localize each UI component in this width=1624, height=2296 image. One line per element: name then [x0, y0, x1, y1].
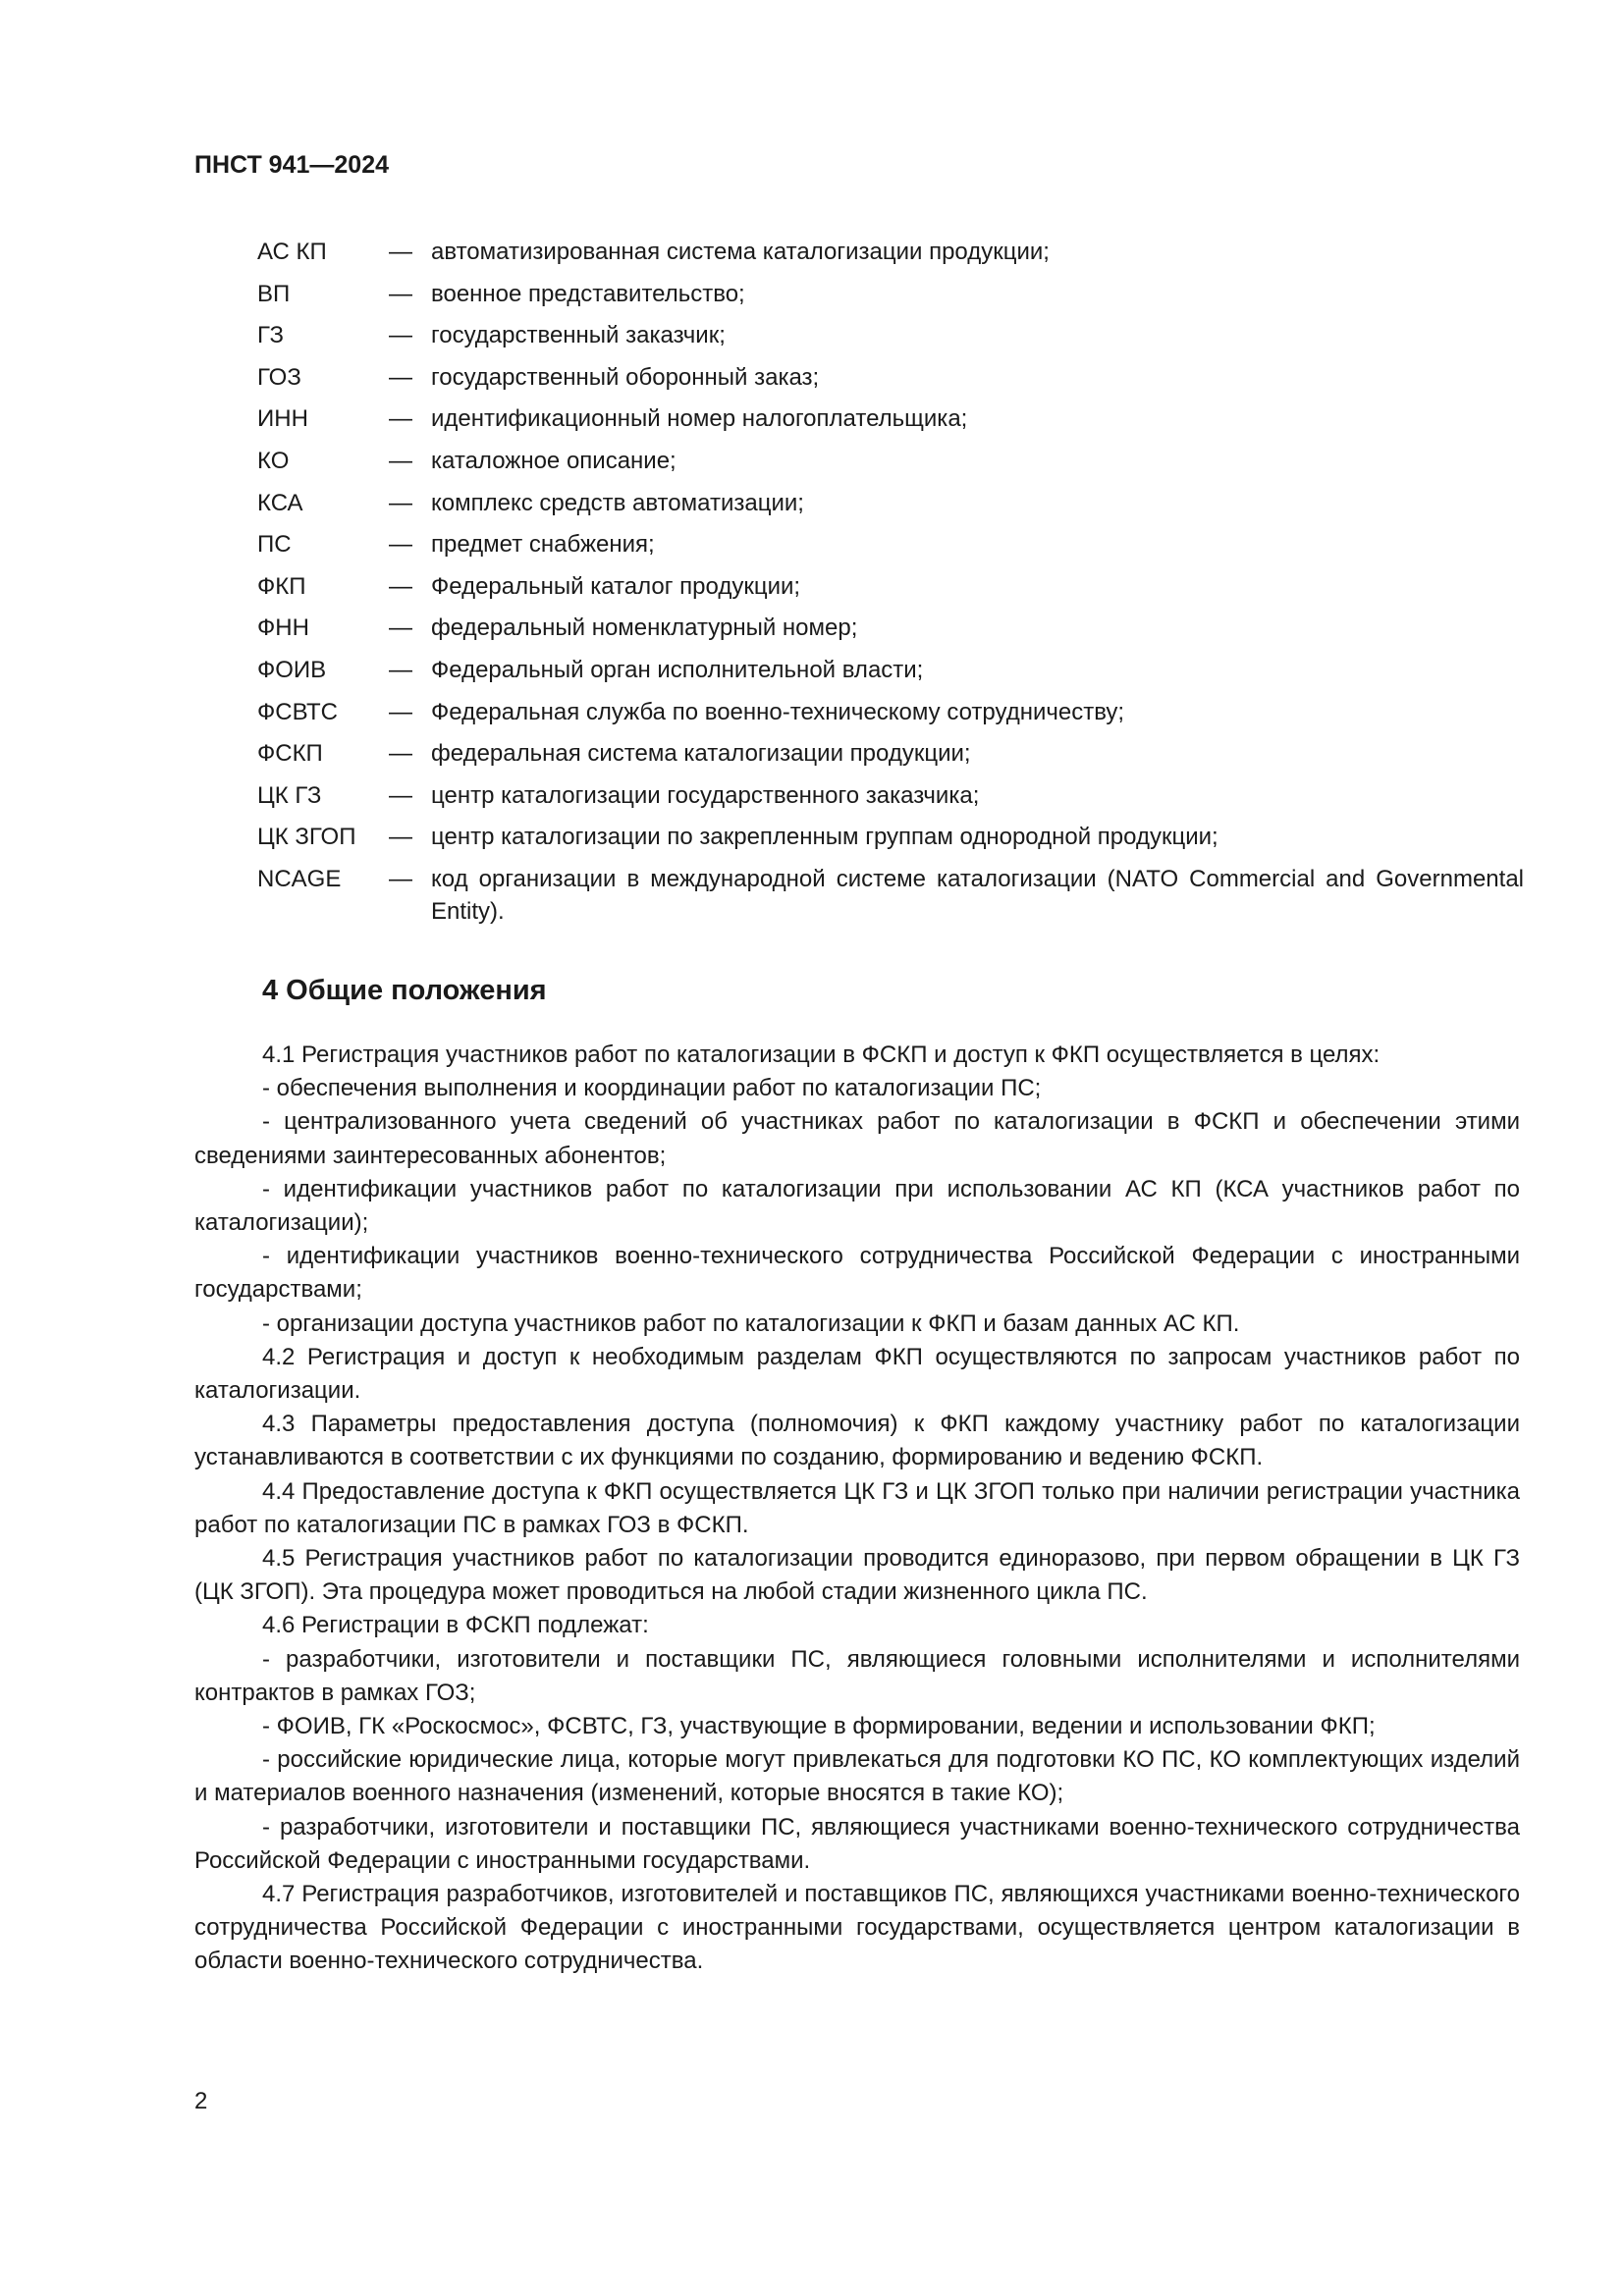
- dash: —: [389, 405, 412, 433]
- list-item: - разработчики, изготовители и поставщики ПС, являющиеся головными исполнителями и исполнителями контрактов в рамках ГОЗ;: [194, 1645, 1520, 1706]
- list-item: - централизованного учета сведений об участниках работ по каталогизации в ФСКП и обеспечении этими сведениями заинтересованных абонентов;: [194, 1108, 1520, 1169]
- dash: —: [389, 740, 412, 768]
- dash: —: [389, 824, 412, 851]
- paragraph: 4.6 Регистрации в ФСКП подлежат:: [262, 1612, 649, 1639]
- list-item: - идентификации участников военно-технического сотрудничества Российской Федерации с иностранными государствами;: [194, 1243, 1520, 1304]
- abbreviation-definition: код организации в международной системе каталогизации (NATO Commercial and Governmental Entity).: [431, 865, 1524, 925]
- dash: —: [389, 447, 412, 474]
- abbreviation-definition: Федеральная служба по военно-техническому сотрудничеству;: [431, 698, 1125, 725]
- list-item: - организации доступа участников работ по каталогизации к ФКП и базам данных АС КП.: [262, 1309, 1240, 1337]
- abbreviation-definition: федеральная система каталогизации продукции;: [431, 740, 971, 768]
- section-title: 4 Общие положения: [262, 975, 547, 1006]
- list-item: - обеспечения выполнения и координации работ по каталогизации ПС;: [262, 1075, 1042, 1102]
- dash: —: [389, 656, 412, 683]
- abbreviation-term: ПС: [257, 531, 292, 559]
- abbreviation-definition: государственный оборонный заказ;: [431, 363, 820, 391]
- abbreviation-definition: центр каталогизации государственного заказчика;: [431, 781, 980, 809]
- paragraph: 4.3 Параметры предоставления доступа (полномочия) к ФКП каждому участнику работ по каталогизации устанавливаются в соответствии с их функциями по созданию, формированию и ведению ФСКП.: [194, 1411, 1520, 1471]
- abbreviation-term: ФОИВ: [257, 656, 327, 683]
- dash: —: [389, 781, 412, 809]
- dash: —: [389, 572, 412, 600]
- list-item: - российские юридические лица, которые могут привлекаться для подготовки КО ПС, КО комплектующих изделий и материалов военного назначения (изменений, которые вносятся в такие КО);: [194, 1746, 1520, 1807]
- abbreviation-term: ЦК ГЗ: [257, 781, 322, 809]
- abbreviation-item: [257, 737, 1524, 771]
- abbreviation-term: ВП: [257, 280, 291, 307]
- abbreviation-item: [257, 779, 1524, 813]
- dash: —: [389, 322, 412, 349]
- page-number: 2: [194, 2088, 208, 2114]
- abbreviation-item: [257, 361, 1524, 395]
- abbreviation-term: NCAGE: [257, 865, 342, 892]
- abbreviation-item: [257, 236, 1524, 269]
- abbreviation-term: АС КП: [257, 239, 327, 265]
- section-body: [194, 1039, 1520, 1979]
- abbreviation-term: ИНН: [257, 405, 308, 433]
- abbreviation-item: [257, 487, 1524, 520]
- abbreviation-definition: центр каталогизации по закрепленным группам однородной продукции;: [431, 824, 1218, 851]
- list-item: - ФОИВ, ГК «Роскосмос», ФСВТС, ГЗ, участвующие в формировании, ведении и использовании ФКП;: [262, 1713, 1376, 1740]
- abbreviation-definition: предмет снабжения;: [431, 531, 655, 559]
- abbreviations-list: [257, 236, 1524, 936]
- abbreviation-item: [257, 278, 1524, 311]
- abbreviation-definition: комплекс средств автоматизации;: [431, 489, 804, 516]
- abbreviation-term: КСА: [257, 489, 303, 516]
- dash: —: [389, 239, 412, 265]
- dash: —: [389, 280, 412, 307]
- abbreviation-item: [257, 863, 1524, 928]
- abbreviation-term: ГЗ: [257, 322, 284, 349]
- paragraph: 4.2 Регистрация и доступ к необходимым разделам ФКП осуществляются по запросам участников работ по каталогизации.: [194, 1343, 1520, 1405]
- list-item: - идентификации участников работ по каталогизации при использовании АС КП (КСА участников работ по каталогизации);: [194, 1175, 1520, 1237]
- paragraph: 4.4 Предоставление доступа к ФКП осуществляется ЦК ГЗ и ЦК ЗГОП только при наличии регистрации участника работ по каталогизации ПС в рамках ГОЗ в ФСКП.: [194, 1477, 1520, 1538]
- abbreviation-definition: автоматизированная система каталогизации продукции;: [431, 239, 1050, 265]
- abbreviation-item: [257, 402, 1524, 436]
- abbreviation-item: [257, 528, 1524, 561]
- abbreviation-item: [257, 612, 1524, 645]
- abbreviation-definition: Федеральный каталог продукции;: [431, 572, 801, 600]
- document-header: ПНСТ 941—2024: [194, 151, 389, 179]
- abbreviation-definition: Федеральный орган исполнительной власти;: [431, 656, 924, 683]
- dash: —: [389, 489, 412, 516]
- list-item: - разработчики, изготовители и поставщики ПС, являющиеся участниками военно-технического сотрудничества Российской Федерации с иностранными государствами.: [194, 1813, 1520, 1874]
- dash: —: [389, 865, 412, 892]
- dash: —: [389, 614, 412, 642]
- abbreviation-term: ЦК ЗГОП: [257, 824, 356, 851]
- abbreviation-term: ФСКП: [257, 740, 323, 768]
- paragraph: 4.7 Регистрация разработчиков, изготовителей и поставщиков ПС, являющихся участниками военно-технического сотрудничества Российской Федерации с иностранными государствами, осуществляется центром каталогизации в области военно-технического сотрудничества.: [194, 1881, 1520, 1975]
- dash: —: [389, 531, 412, 559]
- abbreviation-definition: идентификационный номер налогоплательщика;: [431, 405, 968, 433]
- paragraph: 4.1 Регистрация участников работ по каталогизации в ФСКП и доступ к ФКП осуществляется в целях:: [262, 1041, 1380, 1068]
- abbreviation-term: ГОЗ: [257, 363, 301, 391]
- abbreviation-term: ФНН: [257, 614, 309, 642]
- abbreviation-definition: государственный заказчик;: [431, 322, 726, 349]
- dash: —: [389, 698, 412, 725]
- abbreviation-item: [257, 445, 1524, 478]
- abbreviation-item: [257, 570, 1524, 604]
- abbreviation-item: [257, 319, 1524, 352]
- abbreviation-item: [257, 654, 1524, 687]
- abbreviation-definition: каталожное описание;: [431, 447, 677, 474]
- abbreviation-term: ФКП: [257, 572, 306, 600]
- paragraph: 4.5 Регистрация участников работ по каталогизации проводится единоразово, при первом обращении в ЦК ГЗ (ЦК ЗГОП). Эта процедура может проводиться на любой стадии жизненного цикла ПС.: [194, 1545, 1520, 1606]
- abbreviation-term: КО: [257, 447, 290, 474]
- dash: —: [389, 363, 412, 391]
- abbreviation-definition: федеральный номенклатурный номер;: [431, 614, 858, 642]
- abbreviation-item: [257, 696, 1524, 729]
- abbreviation-definition: военное представительство;: [431, 280, 745, 307]
- abbreviation-term: ФСВТС: [257, 698, 338, 725]
- abbreviation-item: [257, 821, 1524, 854]
